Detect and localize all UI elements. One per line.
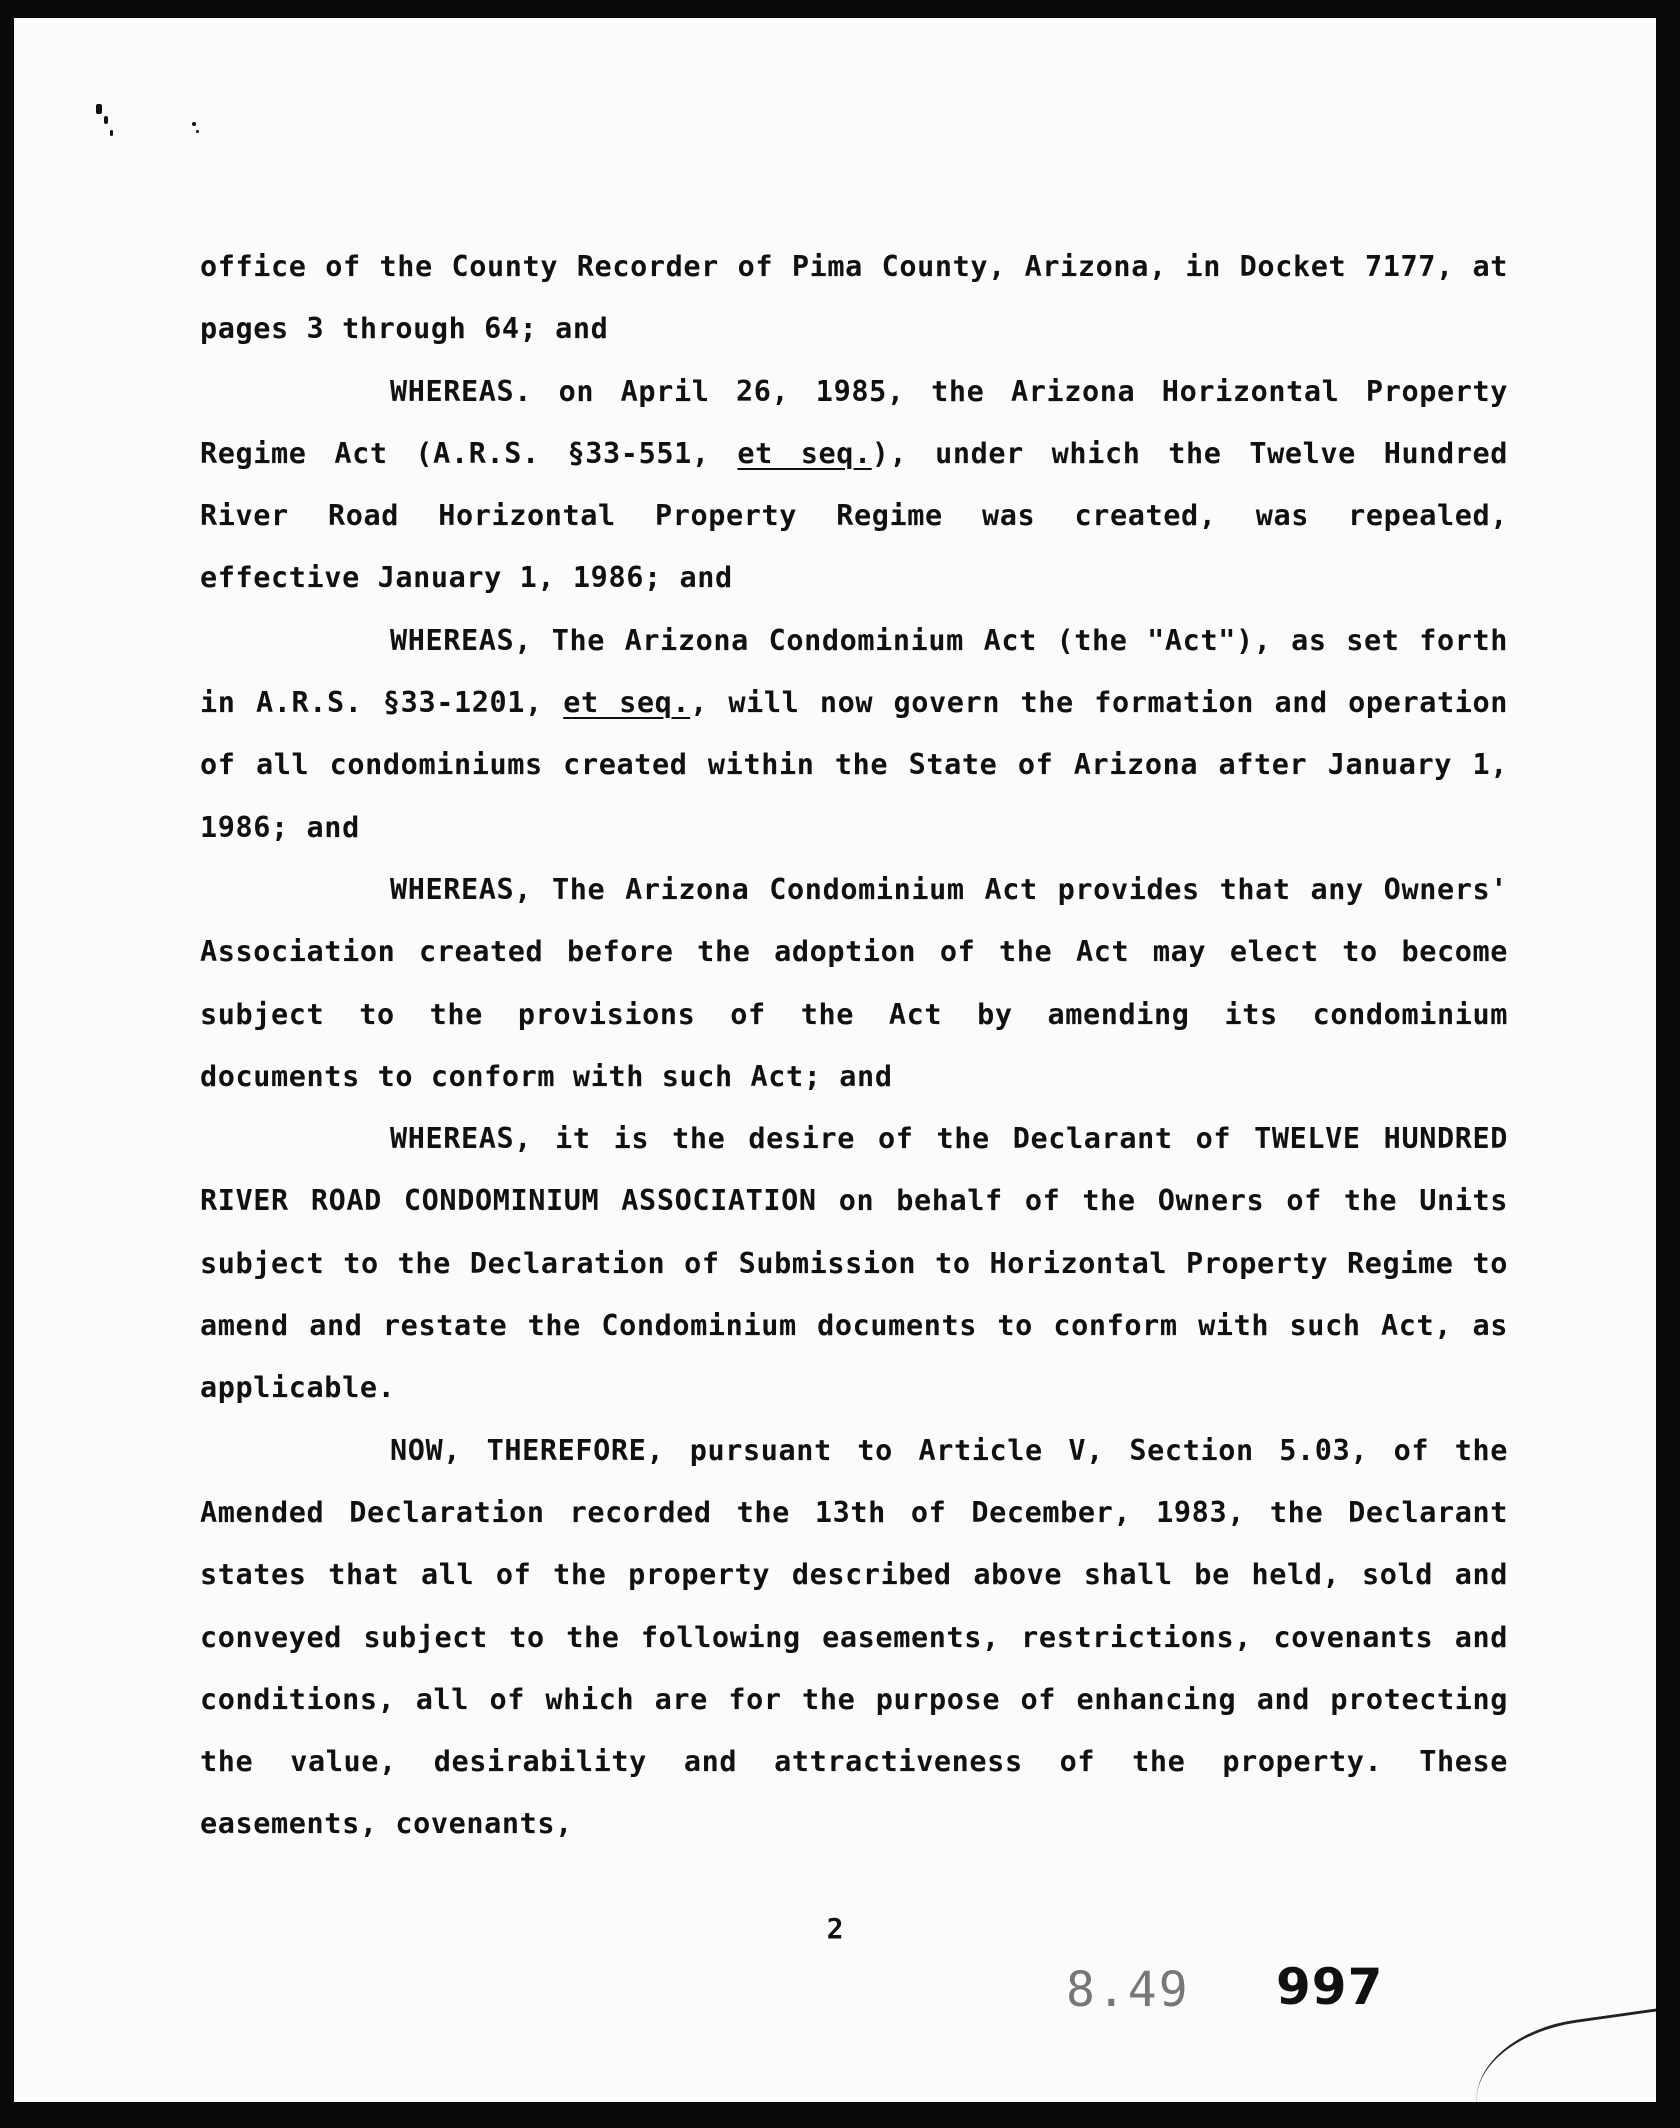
page-number: 2 <box>826 1912 844 1945</box>
paragraph-text: WHEREAS, The Arizona Condominium Act (the "Act"), as set forth in A.R.S. §33-1201, <box>200 623 1508 720</box>
document-page <box>14 18 1656 2102</box>
et-seq-citation: et seq. <box>563 686 691 720</box>
paragraph-text: , pursuant to Article V, Section 5.03, of the Amended Declaration recorded the 13th of December, 1983, the Declarant states that all of the property described above shall be held, sold and conveyed subject to the following easements, restrictions, covenants and conditions, all of which are for the purpose of enhancing and protecting the value, desirability and attractiveness of the property. These easements, covenants, <box>200 1433 1508 1841</box>
paragraph-text: WHEREAS, it is the desire of the Declarant of <box>390 1122 1255 1156</box>
scan-corner-mark <box>1467 2004 1656 2102</box>
page-stamp: 997 <box>1276 1958 1384 2016</box>
scan-speck <box>110 130 113 136</box>
paragraph-recorder-reference <box>200 236 1508 361</box>
paragraph-text: , will now govern the formation and operation of all condominiums created within the State of Arizona after January 1, 1986; and <box>200 686 1508 844</box>
paragraph-text: on behalf of the Owners of the Units subject to the Declaration of Submission to Horizontal Property Regime to amend and restate the Condominium documents to conform with such Act, as applicable. <box>200 1184 1509 1405</box>
paragraph-text: office of the County Recorder of Pima County, Arizona, in Docket 7177, at pages 3 through 64; and <box>200 250 1508 346</box>
paragraph-text: WHEREAS, The Arizona Condominium Act provides that any Owners' Association created before the adoption of the Act may elect to become subject to the provisions of the Act by amending its condominium documents to conform with such Act; and <box>200 872 1508 1093</box>
scan-speck <box>96 104 102 114</box>
paragraph-text: WHEREAS. on April 26, 1985, the Arizona Horizontal Property Regime Act (A.R.S. §33-551, <box>200 374 1508 470</box>
paragraph-whereas-owners-association <box>200 859 1508 1108</box>
now-therefore-heading: NOW, THEREFORE <box>390 1433 647 1467</box>
paragraph-text: ), under which the Twelve Hundred River Road Horizontal Property Regime was created, was repealed, effective January 1, 1986; and <box>200 436 1508 595</box>
paragraph-whereas-condominium-act <box>200 610 1508 859</box>
paragraph-now-therefore <box>200 1420 1508 1856</box>
et-seq-citation: et seq. <box>737 436 872 470</box>
scan-speck <box>104 116 108 124</box>
paragraph-whereas-repeal <box>200 361 1508 610</box>
scan-speck <box>192 122 196 126</box>
scan-speck <box>196 130 199 133</box>
docket-stamp: 8.49 <box>1066 1962 1190 2018</box>
paragraph-whereas-declarant-desire <box>200 1108 1508 1419</box>
document-body <box>200 236 1508 1856</box>
association-name: TWELVE HUNDRED RIVER ROAD CONDOMINIUM ASSOCIATION <box>200 1122 1508 1218</box>
